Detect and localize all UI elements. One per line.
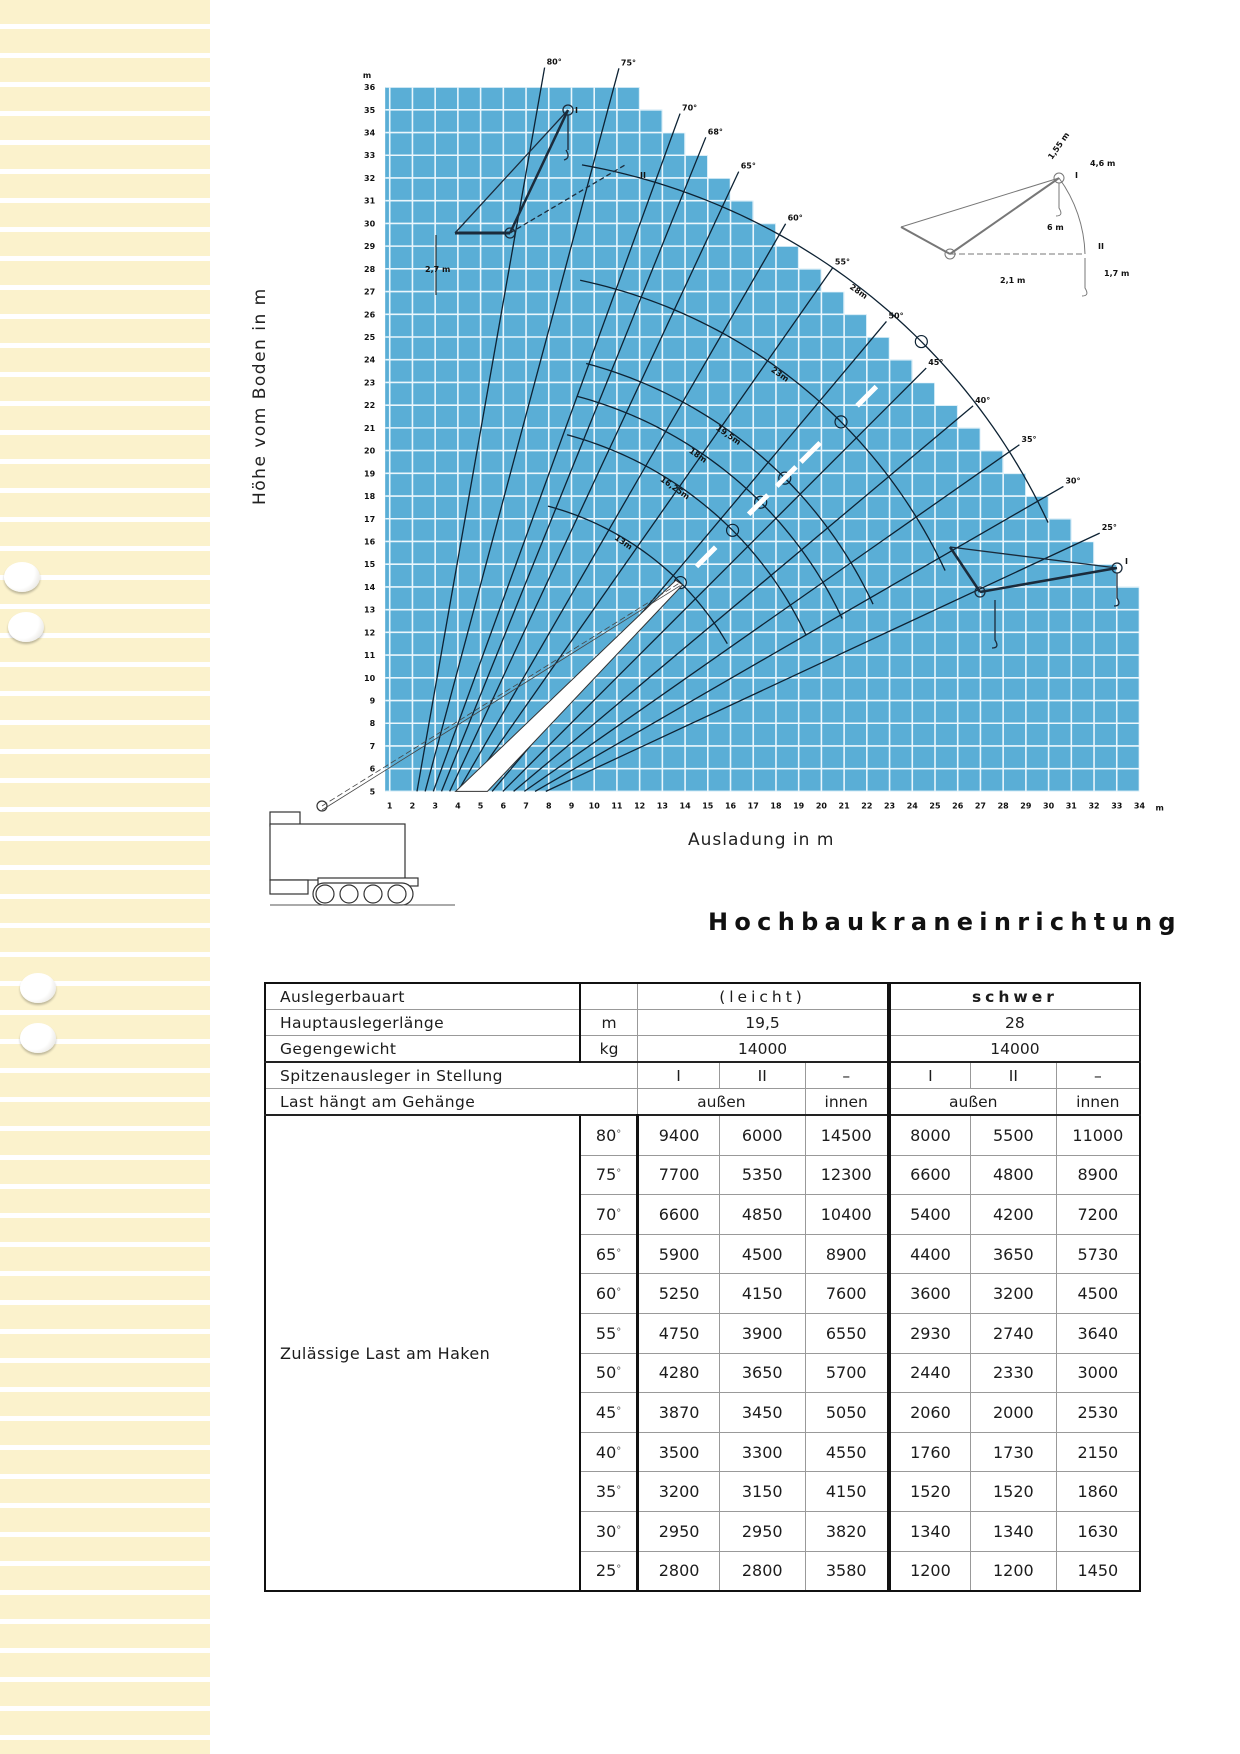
track-wheel-icon [316,885,334,903]
dimension-label: 2,7 m [425,265,451,274]
load-table [264,982,1141,1592]
load-value: 3870 [638,1393,720,1433]
load-value: 4850 [719,1195,805,1235]
load-value: 2800 [638,1551,720,1591]
load-value: 10400 [805,1195,889,1235]
boom-length-label: 13m [612,533,634,552]
y-tick-label: 10 [364,673,376,683]
y-tick-label: 15 [364,560,376,570]
x-tick-label: 12 [634,801,646,811]
dimension-label: 4,6 m [1090,159,1116,168]
load-value: 6600 [889,1155,971,1195]
angle-cell [580,1234,638,1274]
load-value: 7700 [638,1155,720,1195]
y-tick-label: 31 [364,196,376,206]
x-tick-label: 16 [724,801,737,811]
angle-cell [580,1195,638,1235]
boom-length-label: 28m [848,282,870,301]
jib-position-cell: I [889,1062,971,1089]
x-tick-label: 18 [770,801,782,811]
y-tick-label: 7 [369,741,376,751]
load-value: 1450 [1056,1551,1140,1591]
punch-hole [20,973,56,1003]
x-axis-label: Ausladung in m [688,830,835,850]
load-value: 1730 [971,1432,1057,1472]
table-row [265,1115,1140,1155]
x-tick-label: 10 [588,801,600,811]
x-tick-label: 26 [952,801,964,811]
unit-cell: m [580,1010,638,1036]
load-value: 9400 [638,1115,720,1155]
y-tick-label: 19 [364,469,376,479]
load-value: 4550 [805,1432,889,1472]
load-value: 2150 [1056,1432,1140,1472]
degree-symbol: ° [616,1524,622,1536]
degree-symbol: ° [616,1445,622,1457]
punch-hole [20,1023,56,1053]
angle-value: 25 [595,1561,617,1581]
x-tick-label: 8 [545,801,552,811]
boom-length-label: 18m [687,446,709,465]
unit-cell [580,983,638,1010]
load-value: 1520 [889,1472,971,1512]
boom-angle-label: 60° [787,213,803,223]
leicht-value: (leicht) [638,983,889,1010]
load-value: 4500 [719,1234,805,1274]
load-value: 2060 [889,1393,971,1433]
y-tick-label: 18 [364,492,376,502]
load-value: 4150 [805,1472,889,1512]
jib-position-label: I [1125,557,1128,566]
angle-cell [580,1432,638,1472]
degree-symbol: ° [616,1168,622,1180]
load-value: 3000 [1056,1353,1140,1393]
table-header-row [265,1010,1140,1036]
angle-value: 65 [595,1244,617,1264]
jib-position-cell: – [805,1062,889,1089]
hook-icon [1082,258,1087,296]
degree-symbol: ° [616,1326,622,1338]
boom-length-label: 23m [769,365,791,384]
y-tick-label: 32 [364,173,376,183]
load-value: 12300 [805,1155,889,1195]
y-tick-label: 5 [369,787,376,797]
angle-cell [580,1393,638,1433]
row-label: Hauptauslegerlänge [265,1010,580,1036]
load-value: 3300 [719,1432,805,1472]
load-value: 4400 [889,1234,971,1274]
angle-cell [580,1274,638,1314]
x-tick-label: 32 [1088,801,1100,811]
load-value: 2330 [971,1353,1057,1393]
load-value: 4800 [971,1155,1057,1195]
x-tick-label: 21 [838,801,850,811]
spitzenausleger-row [265,1062,1140,1089]
dimension-label: 1,55 m [1046,130,1072,162]
jib-position-cell: I [638,1062,720,1089]
x-tick-label: 17 [747,801,759,811]
load-value: 5900 [638,1234,720,1274]
boom-angle-label: 75° [620,58,637,68]
y-axis-label: Höhe vom Boden in m [250,287,270,505]
track-wheel-icon [364,885,382,903]
load-value: 5500 [971,1115,1057,1155]
x-tick-label: 2 [409,801,416,811]
gehaenge-cell: innen [1056,1089,1140,1116]
track-wheel-icon [340,885,358,903]
x-tick-label: 14 [679,801,691,811]
y-tick-label: 14 [364,582,376,592]
load-value: 5700 [805,1353,889,1393]
x-tick-label: 13 [656,801,668,811]
degree-symbol: ° [616,1207,622,1219]
angle-cell [580,1472,638,1512]
load-value: 4750 [638,1313,720,1353]
jib-position-cell: – [1056,1062,1140,1089]
schematic-swing-arc [1059,178,1085,254]
angle-cell [580,1115,638,1155]
row-label: Gegengewicht [265,1036,580,1063]
angle-value: 60 [595,1284,617,1304]
x-tick-label: 34 [1133,801,1146,811]
degree-symbol: ° [616,1287,622,1299]
y-tick-label: 16 [364,537,376,547]
x-tick-label: 33 [1111,801,1123,811]
gehaenge-cell: innen [805,1089,889,1116]
load-value: 3200 [638,1472,720,1512]
boom-angle-label: 40° [975,395,991,405]
load-value: 2930 [889,1313,971,1353]
table-header-row [265,983,1140,1010]
load-value: 3580 [805,1551,889,1591]
load-value: 2800 [719,1551,805,1591]
angle-value: 75 [595,1165,617,1185]
x-tick-label: 6 [500,801,507,811]
page-title: Hochbaukraneinrichtung [708,908,1182,936]
y-tick-label: 9 [369,696,376,706]
load-value: 8000 [889,1115,971,1155]
load-value: 2950 [719,1511,805,1551]
jib-schematic [901,173,1087,296]
x-tick-label: 22 [861,801,873,811]
schematic-jib-I [950,178,1059,254]
x-unit-label: m [1155,803,1164,813]
jib-position-label: I [575,106,578,115]
load-value: 6600 [638,1195,720,1235]
dimension-label: 6 m [1047,223,1064,232]
degree-symbol: ° [616,1366,622,1378]
boom-angle-label: 70° [682,103,698,113]
y-tick-label: 22 [364,401,376,411]
boom-length-label: 16,25m [658,474,692,502]
boom-angle-label: 30° [1065,476,1081,486]
load-value: 1200 [971,1551,1057,1591]
load-value: 5350 [719,1155,805,1195]
load-value: 2440 [889,1353,971,1393]
y-tick-label: 27 [364,287,376,297]
angle-cell [580,1353,638,1393]
x-tick-label: 31 [1065,801,1077,811]
angle-cell [580,1551,638,1591]
degree-symbol: ° [616,1405,622,1417]
dimension-label: 2,1 m [1000,276,1026,285]
x-tick-label: 9 [568,801,575,811]
y-tick-label: 21 [364,423,376,433]
load-value: 6000 [719,1115,805,1155]
load-value: 5400 [889,1195,971,1235]
x-tick-label: 27 [974,801,987,811]
x-tick-label: 23 [883,801,896,811]
angle-value: 30 [595,1521,617,1541]
jib-position-label: II [1098,242,1104,251]
load-value: 3640 [1056,1313,1140,1353]
load-value: 8900 [805,1234,889,1274]
load-value: 3900 [719,1313,805,1353]
y-tick-label: 11 [364,651,376,661]
jib-position-label: I [1075,171,1078,180]
load-value: 2530 [1056,1393,1140,1433]
load-value: 4200 [971,1195,1057,1235]
crane-counterweight [270,880,308,894]
load-value: 1200 [889,1551,971,1591]
load-value: 7600 [805,1274,889,1314]
schwer-value: schwer [889,983,1140,1010]
hook-icon [1056,183,1061,216]
load-value: 3500 [638,1432,720,1472]
y-tick-label: 36 [364,83,376,93]
load-value: 1340 [889,1511,971,1551]
boom-angle-label: 45° [928,358,944,368]
x-tick-label: 24 [906,801,918,811]
y-tick-label: 12 [364,628,376,638]
boom-angle-label: 35° [1021,434,1037,444]
load-value: 3600 [889,1274,971,1314]
x-tick-label: 25 [929,801,941,811]
track-wheel-icon [388,885,406,903]
y-tick-label: 24 [364,355,376,365]
boom-angle-label: 65° [740,161,756,171]
angle-value: 80 [595,1125,617,1145]
boom-angle-label: 80° [546,57,562,67]
load-value: 3820 [805,1511,889,1551]
degree-symbol: ° [616,1247,622,1259]
load-value: 14500 [805,1115,889,1155]
load-label: Zulässige Last am Haken [265,1115,580,1591]
boom-angle-label: 68° [707,127,723,137]
gehaenge-cell: außen [889,1089,1056,1116]
y-tick-label: 30 [364,219,376,229]
degree-symbol: ° [616,1485,622,1497]
schematic-stay [901,178,1059,227]
row-label: Last hängt am Gehänge [265,1089,638,1116]
schematic-strut [901,227,950,254]
x-tick-label: 4 [455,801,461,811]
jib-position-cell: II [971,1062,1057,1089]
dimension-label: 1,7 m [1104,269,1130,278]
jib-position-label: II [640,171,646,180]
load-value: 3200 [971,1274,1057,1314]
y-tick-label: 29 [364,242,376,252]
leicht-value: 19,5 [638,1010,889,1036]
angle-value: 50 [595,1363,617,1383]
boom-length-label: 19,5m [714,423,743,447]
x-tick-label: 19 [793,801,805,811]
load-value: 8900 [1056,1155,1140,1195]
angle-value: 55 [595,1323,617,1343]
y-tick-label: 35 [364,105,376,115]
y-tick-label: 13 [364,605,376,615]
load-value: 5730 [1056,1234,1140,1274]
angle-value: 45 [595,1402,617,1422]
y-tick-label: 28 [364,264,376,274]
y-tick-label: 25 [364,333,376,342]
y-tick-label: 8 [369,719,376,729]
angle-cell [580,1155,638,1195]
y-tick-label: 23 [364,378,376,388]
load-value: 1760 [889,1432,971,1472]
angle-cell [580,1511,638,1551]
load-value: 6550 [805,1313,889,1353]
jib-position-cell: II [719,1062,805,1089]
load-value: 4150 [719,1274,805,1314]
boom-angle-label: 55° [834,257,851,267]
x-tick-label: 1 [386,801,393,811]
load-value: 2950 [638,1511,720,1551]
load-value: 2740 [971,1313,1057,1353]
load-value: 4280 [638,1353,720,1393]
x-tick-label: 3 [432,801,438,811]
load-value: 1340 [971,1511,1057,1551]
load-value: 3650 [719,1353,805,1393]
load-value: 4500 [1056,1274,1140,1314]
crane-superstructure [270,824,405,880]
load-value: 5050 [805,1393,889,1433]
load-value: 3450 [719,1393,805,1433]
boom-angle-label: 50° [888,311,904,321]
y-tick-label: 33 [364,151,376,161]
y-tick-label: 17 [364,514,376,524]
y-unit-label: m [362,71,372,81]
row-label: Auslegerbauart [265,983,580,1010]
x-tick-label: 7 [523,801,529,811]
load-value: 3650 [971,1234,1057,1274]
row-label: Spitzenausleger in Stellung [265,1062,638,1089]
angle-value: 35 [595,1482,617,1502]
load-value: 11000 [1056,1115,1140,1155]
x-tick-label: 20 [815,801,827,811]
unit-cell: kg [580,1036,638,1063]
load-value: 1520 [971,1472,1057,1512]
y-tick-label: 6 [369,764,376,774]
y-tick-label: 26 [364,310,376,320]
y-tick-label: 20 [364,446,376,456]
load-value: 2000 [971,1393,1057,1433]
angle-value: 40 [595,1442,617,1462]
degree-symbol: ° [616,1564,622,1576]
gehaenge-cell: außen [638,1089,805,1116]
angle-value: 70 [595,1204,617,1224]
x-tick-label: 5 [477,801,484,811]
y-tick-label: 34 [364,128,376,138]
x-tick-label: 28 [997,801,1009,811]
schwer-value: 14000 [889,1036,1140,1063]
x-tick-label: 30 [1043,801,1055,811]
gehaenge-row [265,1089,1140,1116]
load-value: 1860 [1056,1472,1140,1512]
table-header-row [265,1036,1140,1063]
schwer-value: 28 [889,1010,1140,1036]
load-value: 1630 [1056,1511,1140,1551]
load-value: 3150 [719,1472,805,1512]
x-tick-label: 15 [702,801,714,811]
boom-angle-label: 25° [1101,523,1117,533]
degree-symbol: ° [616,1128,622,1140]
load-value: 5250 [638,1274,720,1314]
leicht-value: 14000 [638,1036,889,1063]
angle-cell [580,1313,638,1353]
x-tick-label: 11 [611,801,623,811]
x-tick-label: 29 [1020,801,1032,811]
load-value: 7200 [1056,1195,1140,1235]
